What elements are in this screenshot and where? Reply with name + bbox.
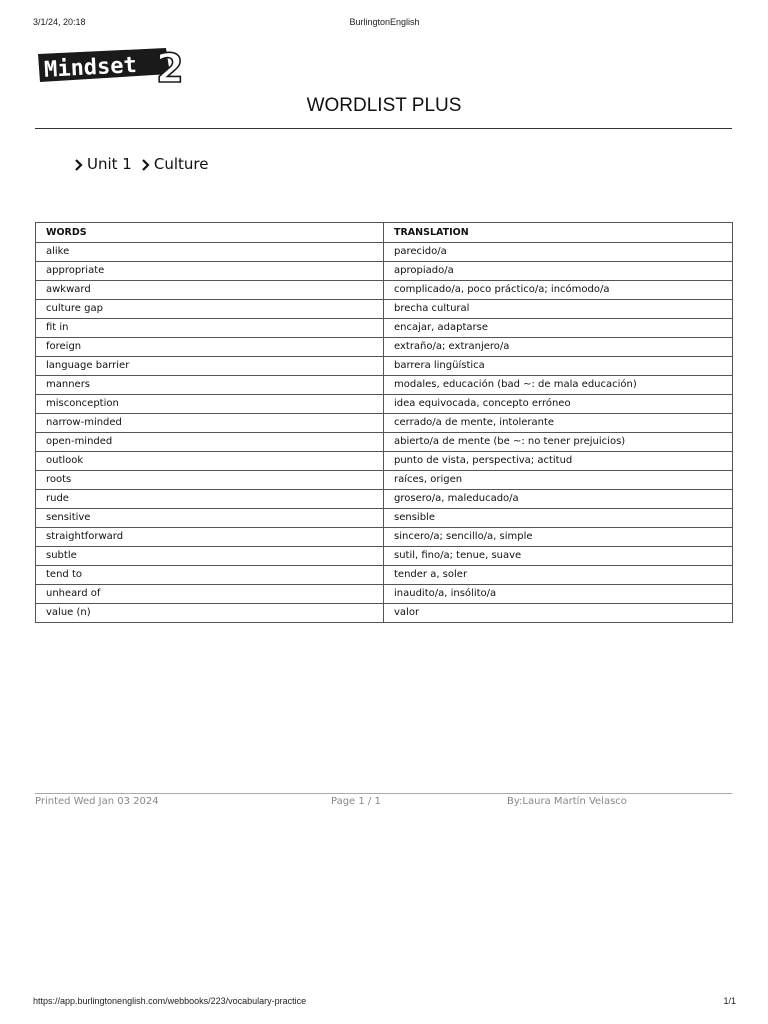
word-cell: value (n) [36,604,384,623]
mindset-logo [38,44,188,90]
table-row [36,357,733,376]
wordlist-body [36,243,733,623]
translation-cell: raíces, origen [384,471,733,490]
word-cell: foreign [36,338,384,357]
translation-cell: abierto/a de mente (be ~: no tener prejuicios) [384,433,733,452]
word-cell: language barrier [36,357,384,376]
word-cell: narrow-minded [36,414,384,433]
column-header-words: WORDS [36,223,384,243]
table-row [36,300,733,319]
print-site-name: BurlingtonEnglish [349,17,420,27]
table-row [36,509,733,528]
wordlist-table [35,222,733,623]
word-cell: rude [36,490,384,509]
table-row [36,262,733,281]
page-footer [35,796,732,810]
word-cell: alike [36,243,384,262]
word-cell: subtle [36,547,384,566]
table-row [36,243,733,262]
translation-cell: apropiado/a [384,262,733,281]
table-row [36,376,733,395]
word-cell: culture gap [36,300,384,319]
table-row [36,319,733,338]
print-datetime: 3/1/24, 20:18 [33,17,86,27]
translation-cell: complicado/a, poco práctico/a; incómodo/a [384,281,733,300]
translation-cell: punto de vista, perspectiva; actitud [384,452,733,471]
word-cell: unheard of [36,585,384,604]
translation-cell: encajar, adaptarse [384,319,733,338]
page-title: WORDLIST PLUS [306,95,462,116]
translation-cell: sincero/a; sencillo/a, simple [384,528,733,547]
author-name: By:Laura Martín Velasco [507,796,627,807]
word-cell: outlook [36,452,384,471]
word-cell: sensitive [36,509,384,528]
breadcrumb-unit[interactable]: Unit 1 [87,155,132,173]
word-cell: straightforward [36,528,384,547]
translation-cell: tender a, soler [384,566,733,585]
printed-date: Printed Wed Jan 03 2024 [35,796,159,807]
breadcrumb-topic[interactable]: Culture [153,155,209,173]
translation-cell: inaudito/a, insólito/a [384,585,733,604]
word-cell: awkward [36,281,384,300]
table-row [36,585,733,604]
table-row [36,433,733,452]
word-cell: roots [36,471,384,490]
table-row [36,547,733,566]
table-row [36,490,733,509]
translation-cell: cerrado/a de mente, intolerante [384,414,733,433]
footer-divider [35,793,732,794]
word-cell: misconception [36,395,384,414]
translation-cell: parecido/a [384,243,733,262]
translation-cell: barrera lingüística [384,357,733,376]
table-row [36,452,733,471]
table-row [36,338,733,357]
table-row [36,604,733,623]
word-cell: fit in [36,319,384,338]
table-header-row [36,223,733,243]
translation-cell: modales, educación (bad ~: de mala educación) [384,376,733,395]
table-row [36,471,733,490]
translation-cell: valor [384,604,733,623]
table-row [36,281,733,300]
breadcrumb [73,155,216,173]
table-row [36,566,733,585]
translation-cell: sensible [384,509,733,528]
chevron-right-icon [73,156,85,172]
table-row [36,395,733,414]
print-footer [33,996,736,1008]
title-divider [35,128,732,129]
mindset-logo-graphic [38,44,188,90]
word-cell: tend to [36,566,384,585]
print-page-count: 1/1 [723,996,736,1006]
translation-cell: extraño/a; extranjero/a [384,338,733,357]
translation-cell: sutil, fino/a; tenue, suave [384,547,733,566]
logo-number: 2 [156,46,184,90]
word-cell: open-minded [36,433,384,452]
word-cell: appropriate [36,262,384,281]
translation-cell: grosero/a, maleducado/a [384,490,733,509]
chevron-right-icon [140,156,152,172]
translation-cell: brecha cultural [384,300,733,319]
table-row [36,528,733,547]
word-cell: manners [36,376,384,395]
print-url: https://app.burlingtonenglish.com/webbooks/223/vocabulary-practice [33,996,307,1006]
page-number: Page 1 / 1 [331,796,381,807]
column-header-translation: TRANSLATION [384,223,733,243]
print-header [33,17,736,29]
logo-word: Mindset [43,52,138,83]
translation-cell: idea equivocada, concepto erróneo [384,395,733,414]
table-row [36,414,733,433]
